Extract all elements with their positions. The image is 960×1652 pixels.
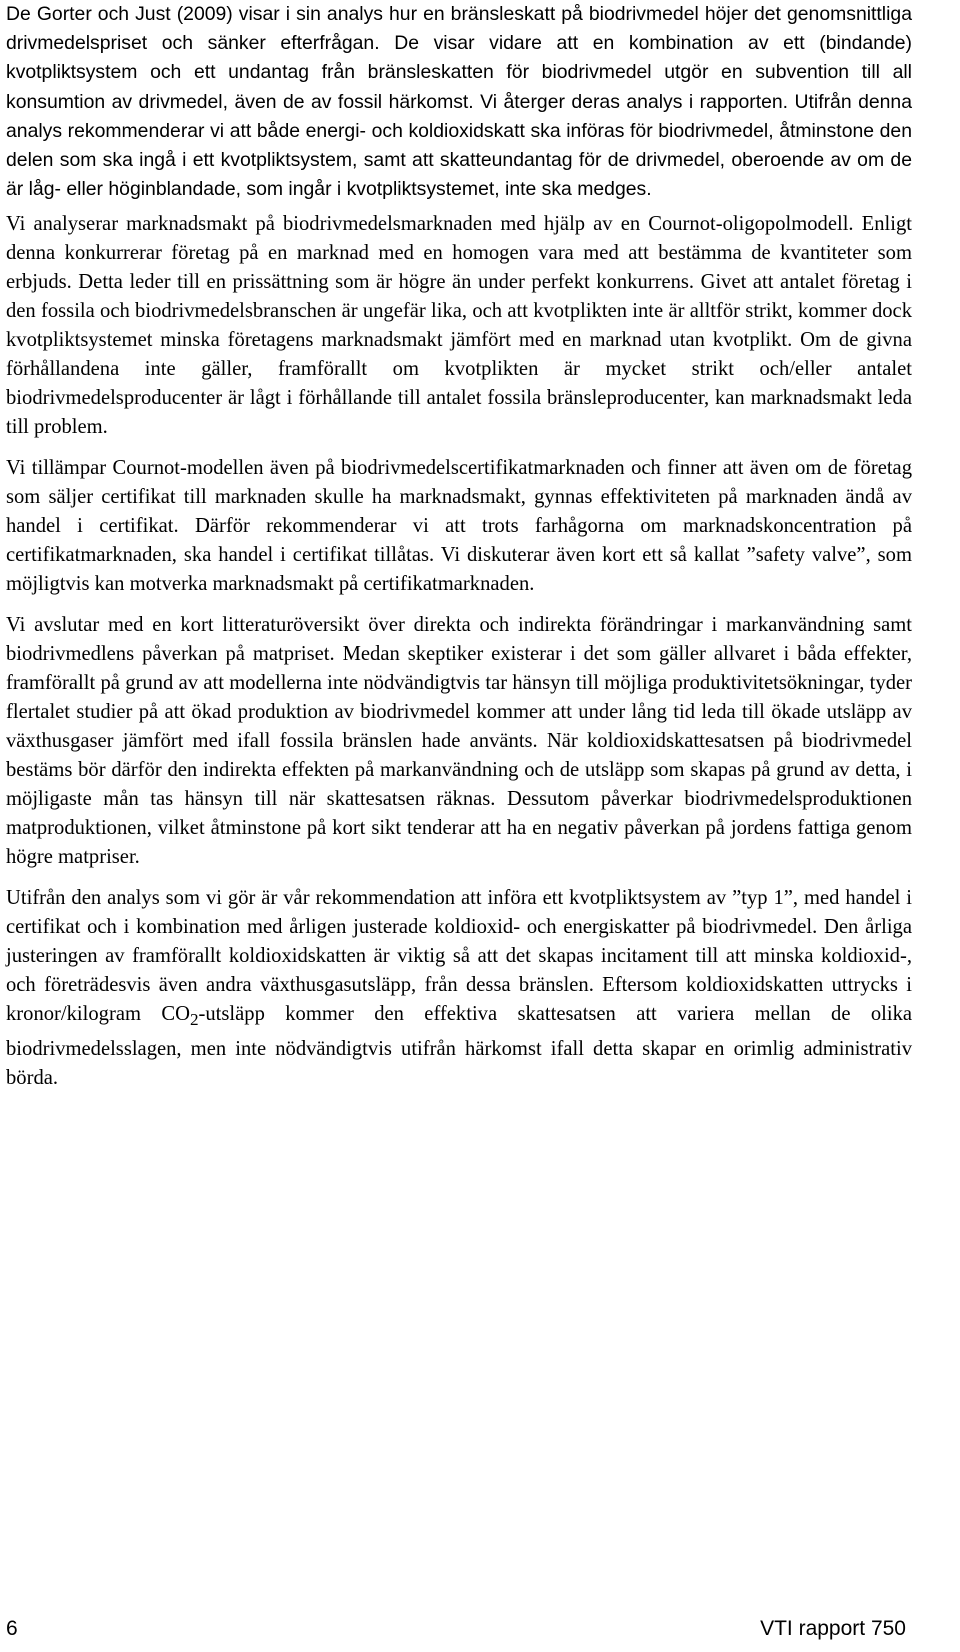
paragraph-2: Vi analyserar marknadsmakt på biodrivmedelsmarknaden med hjälp av en Cournot-oligopolmodell. Enligt denna konkurrerar företag på en marknad med en homogen vara med att bestämma de kvantiteter som erbjuds. Detta leder till en prissättning som är högre än under perfekt konkurrens. Givet att antalet företag i den fossila och biodrivmedelsbranschen är ungefär lika, och att kvotplikten inte är alltför strikt, kommer dock kvotpliktsystemet minska företagens marknadsmakt jämfört med en marknad utan kvotplikt. Om de givna förhållandena inte gäller, framförallt om kvotplikten är mycket strikt och/eller antalet biodrivmedelsproducenter är lågt i förhållande till antalet fossila bränsleproducenter, kan marknadsmakt leda till problem. [6,213,912,439]
paragraph-5-text: Utifrån den analys som vi gör är vår rekommendation att införa ett kvotpliktsystem av ”typ 1”, med handel i certifikat och i kombination med årligen justerade koldioxid- och energiskatter på biodrivmedel. Den årliga justeringen av framförallt koldioxidskatten är viktig så att det skapas incitament till att minska koldioxid-, och företrädesvis även andra växthusgasutsläpp, från dessa bränslen. Eftersom koldioxidskatten uttrycks i kronor/kilogram CO [6,887,912,1026]
paragraph-4: Vi avslutar med en kort litteraturöversikt över direkta och indirekta förändringar i markanvändning samt biodrivmedlens påverkan på matpriset. Medan skeptiker existerar i det som gäller allvaret i båda effekter, framförallt på grund av att modellerna inte nödvändigtvis tar hänsyn till möjliga produktivitetsökningar, tyder flertalet studier på att ökad produktion av biodrivmedel kommer att under lång tid leda till ökade utsläpp av växthusgaser jämfört med ifall fossila bränslen hade använts. När koldioxidskattesatsen på biodrivmedel bestäms bör därför den indirekta effekten på markanvändning och de utsläpp som skapas på grund av detta, i möjligaste mån tas hänsyn till när skattesatsen räknas. Dessutom påverkar biodrivmedelsproduktionen matproduktionen, vilket åtminstone på kort sikt tenderar att ha en negativ påverkan på jordens fattiga genom högre matpriser. [6,614,912,869]
co2-subscript: 2 [189,1010,199,1030]
paragraph-1-text: De Gorter och Just (2009) visar i sin analys hur en bränsleskatt på biodrivmedel höjer det genomsnittliga drivmedelspriset och sänker efterfrågan. De visar vidare att en kombination av ett (bindande) kvotpliktsystem och ett undantag från bränsleskatten för biodrivmedel utgör en subvention till all konsumtion av drivmedel, även de av fossil härkomst. Vi återger deras analys i rapporten. [6,3,912,113]
paragraph-1 [6,0,912,204]
page-number: 6 [6,1617,18,1640]
paragraph-1-continuation: Utifrån denna analys rekommenderar vi att både energi- och koldioxidskatt ska införas för biodrivmedel, åtminstone den delen som ska ingå i ett kvotpliktsystem, samt att skatteundantag för de drivmedel, oberoende av om de är låg- eller höginblandade, som ingår i kvotpliktsystemet, inte ska medges. [6,90,912,201]
paragraph-5 [6,884,912,1092]
report-title: VTI rapport 750 [760,1617,906,1640]
paragraph-3: Vi tillämpar Cournot-modellen även på biodrivmedelscertifikatmarknaden och finner att även om de företag som säljer certifikat till marknaden skulle ha marknadsmakt, gynnas effektiviteten på marknaden ändå av handel i certifikat. Därför rekommenderar vi att trots farhågorna om marknadskoncentration på certifikatmarknaden, ska handel i certifikat tillåtas. Vi diskuterar även kort ett så kallat ”safety valve”, som möjligtvis kan motverka marknadsmakt på certifikatmarknaden. [6,457,912,596]
document-page [6,0,912,1093]
paragraph-5-continuation: -utsläpp kommer den effektiva skattesatsen att variera mellan de olika biodrivmedelsslagen, men inte nödvändigtvis utifrån härkomst ifall detta skapar en orimlig administrativ börda. [6,1003,913,1089]
page-footer [0,1612,906,1646]
